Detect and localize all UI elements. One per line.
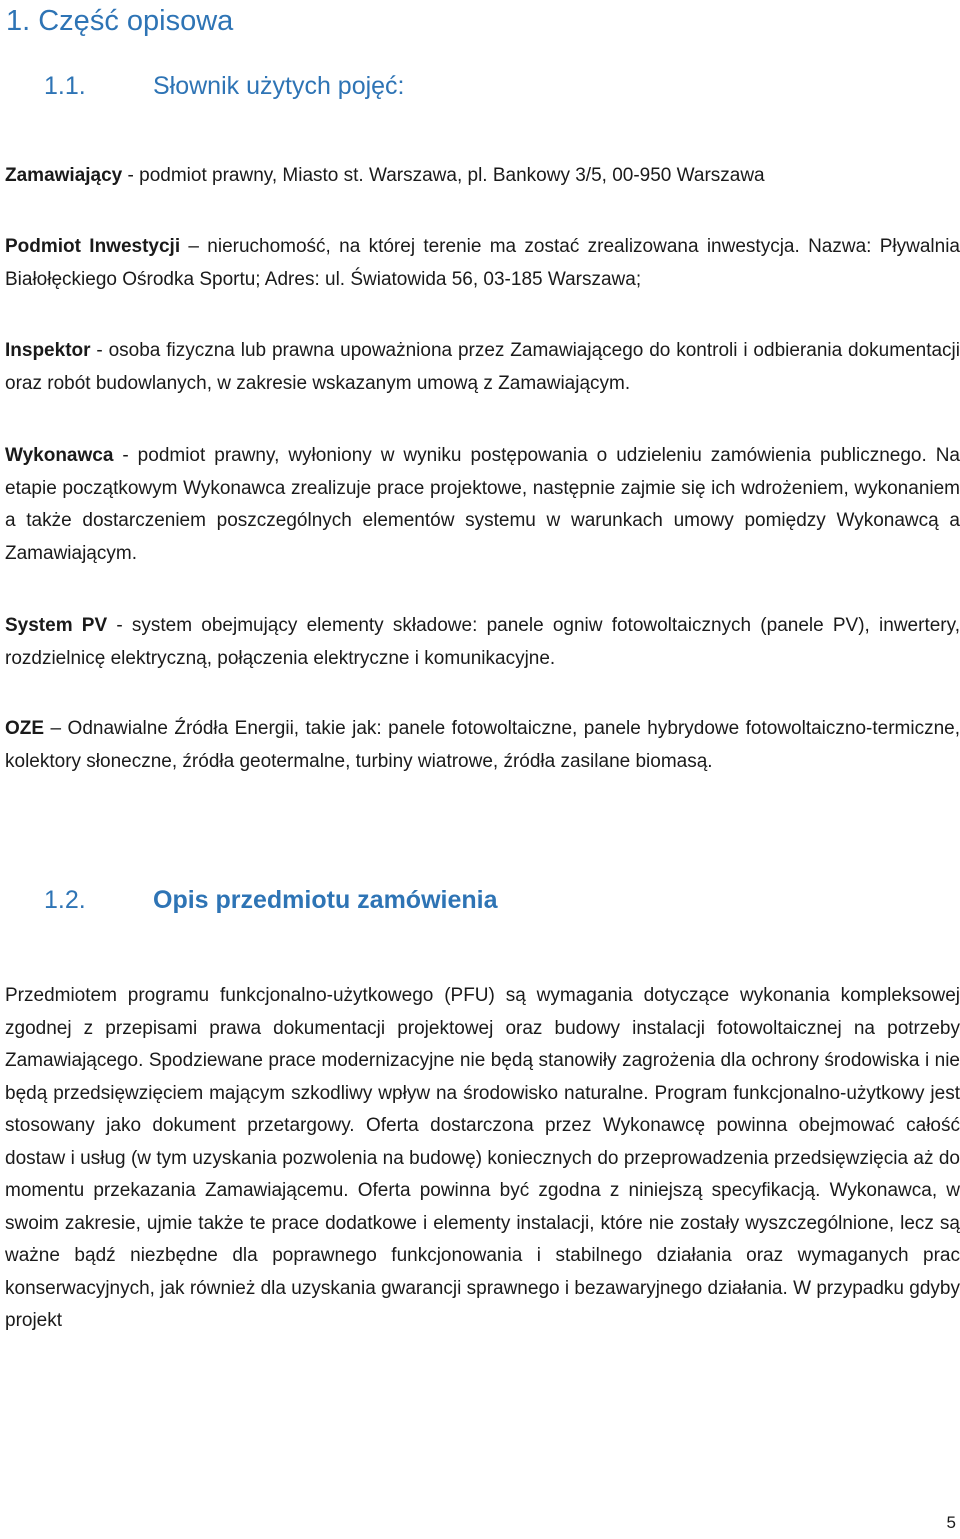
definition-text: – nieruchomość, na której terenie ma zostać zrealizowana inwestycja. Nazwa: Pływalnia Białołęckiego Ośrodka Sportu; Adres: ul. Światowida 56, 03-185 Warszawa; — [5, 236, 960, 290]
definition-term: Wykonawca — [5, 445, 114, 466]
definition-text: - podmiot prawny, wyłoniony w wyniku postępowania o udzieleniu zamówienia publicznego. Na etapie początkowym Wykonawca zrealizuje prace projektowe, następnie zajmie się ich wdrożeniem, wykonaniem a także dostarczeniem poszczególnych elementów systemu w warunkach umowy pomiędzy Wykonawcą a Zamawiającym. — [5, 445, 960, 564]
section-title: Słownik użytych pojęć: — [153, 72, 405, 100]
definition-term: Zamawiający — [5, 165, 123, 186]
definition-podmiot-inwestycji — [5, 230, 960, 296]
section-number: 1.2. — [44, 886, 86, 914]
definition-wykonawca — [5, 440, 960, 570]
definition-text: - osoba fizyczna lub prawna upoważniona przez Zamawiającego do kontroli i odbierania dokumentacji oraz robót budowlanych, w zakresie wskazanym umową z Zamawiającym. — [5, 340, 960, 394]
definition-system-pv — [5, 610, 960, 675]
definition-term: System PV — [5, 615, 108, 636]
definition-term: Inspektor — [5, 340, 91, 361]
definition-text: – Odnawialne Źródła Energii, takie jak: panele fotowoltaiczne, panele hybrydowe fotowoltaiczno-termiczne, kolektory słoneczne, źródła geotermalne, turbiny wiatrowe, źródła zasilane biomasą. — [5, 718, 960, 772]
chapter-heading: 1. Część opisowa — [6, 5, 234, 37]
definition-zamawiajacy — [5, 160, 960, 193]
definition-text: - podmiot prawny, Miasto st. Warszawa, pl. Bankowy 3/5, 00-950 Warszawa — [122, 165, 765, 186]
definition-term: OZE — [5, 718, 45, 739]
definition-term: Podmiot Inwestycji — [5, 236, 181, 257]
section-body-paragraph: Przedmiotem programu funkcjonalno-użytkowego (PFU) są wymagania dotyczące wykonania kompleksowej zgodnej z przepisami prawa dokumentacji projektowej oraz budowy instalacji fotowoltaicznej na potrzeby Zamawiającego. Spodziewane prace modernizacyjne nie będą stanowiły zagrożenia dla ochrony środowiska i nie będą przedsięwzięciem mającym szkodliwy wpływ na środowisko naturalne. Program funkcjonalno-użytkowy jest stosowany jako dokument przetargowy. Oferta dostarczona przez Wykonawcę powinna obejmować całość dostaw i usług (w tym uzyskania pozwolenia na budowę) koniecznych do przeprowadzenia przedsięwzięcia aż do momentu przekazania Zamawiającemu. Oferta powinna być zgodna z niniejszą specyfikacją. Wykonawca, w swoim zakresie, ujmie także te prace dodatkowe i elementy instalacji, które nie zostały wyszczególnione, lecz są ważne bądź niezbędne dla poprawnego funkcjonowania i stabilnego działania oraz wymaganych prac konserwacyjnych, jak również dla uzyskania gwarancji sprawnego i bezawaryjnego działania. W przypadku gdyby projekt — [5, 985, 960, 1331]
definition-text: - system obejmujący elementy składowe: panele ogniw fotowoltaicznych (panele PV), inwertery, rozdzielnicę elektryczną, połączenia elektryczne i komunikacyjne. — [5, 615, 960, 669]
page-number: 5 — [946, 1513, 956, 1532]
section-number: 1.1. — [44, 72, 86, 100]
definition-inspektor — [5, 335, 960, 400]
section-heading-1-1 — [44, 68, 405, 104]
definition-oze — [5, 713, 960, 778]
section-heading-1-2 — [44, 882, 498, 918]
section-title: Opis przedmiotu zamówienia — [153, 886, 498, 914]
